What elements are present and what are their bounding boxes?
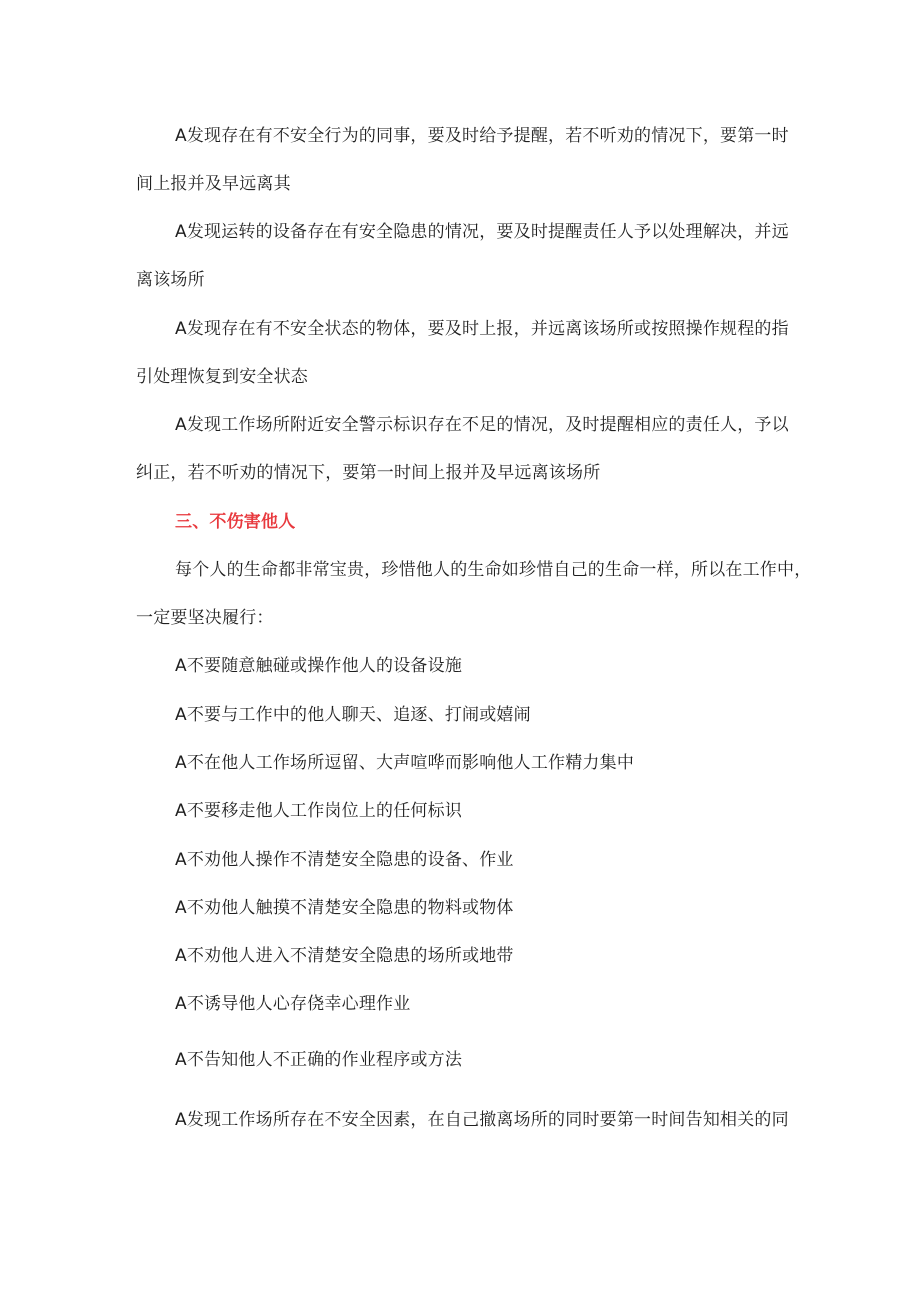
list-item-8: A不诱导他人心存侥幸心理作业	[175, 994, 411, 1014]
paragraph-line-2: 间上报并及早远离其	[136, 174, 291, 194]
paragraph-line-8: 纠正，若不听劝的情况下，要第一时间上报并及早远离该场所	[136, 463, 601, 483]
paragraph-line-11: 一定要坚决履行：	[136, 608, 274, 628]
paragraph-line-5: A发现存在有不安全状态的物体，要及时上报，并远离该场所或按照操作规程的指	[175, 319, 789, 339]
paragraph-line-6: 引处理恢复到安全状态	[136, 367, 308, 387]
paragraph-line-3: A发现运转的设备存在有安全隐患的情况，要及时提醒责任人予以处理解决，并远	[175, 222, 789, 242]
section-heading: 三、不伤害他人	[175, 512, 296, 532]
list-item-3: A不在他人工作场所逗留、大声喧哗而影响他人工作精力集中	[175, 753, 635, 773]
paragraph-line-7: A发现工作场所附近安全警示标识存在不足的情况，及时提醒相应的责任人，予以	[175, 415, 789, 435]
list-item-2: A不要与工作中的他人聊天、追逐、打闹或嬉闹	[175, 705, 531, 725]
list-item-1: A不要随意触碰或操作他人的设备设施	[175, 656, 463, 676]
list-item-4: A不要移走他人工作岗位上的任何标识	[175, 801, 463, 821]
list-item-6: A不劝他人触摸不清楚安全隐患的物料或物体	[175, 898, 514, 918]
paragraph-line-4: 离该场所	[136, 270, 205, 290]
paragraph-line-1: A发现存在有不安全行为的同事，要及时给予提醒，若不听劝的情况下，要第一时	[175, 126, 789, 146]
list-item-9: A不告知他人不正确的作业程序或方法	[175, 1050, 463, 1070]
list-item-5: A不劝他人操作不清楚安全隐患的设备、作业	[175, 850, 514, 870]
list-item-7: A不劝他人进入不清楚安全隐患的场所或地带	[175, 946, 514, 966]
paragraph-line-10: 每个人的生命都非常宝贵，珍惜他人的生命如珍惜自己的生命一样，所以在工作中，	[175, 560, 812, 580]
list-item-10: A发现工作场所存在不安全因素，在自己撤离场所的同时要第一时间告知相关的同	[175, 1110, 789, 1130]
